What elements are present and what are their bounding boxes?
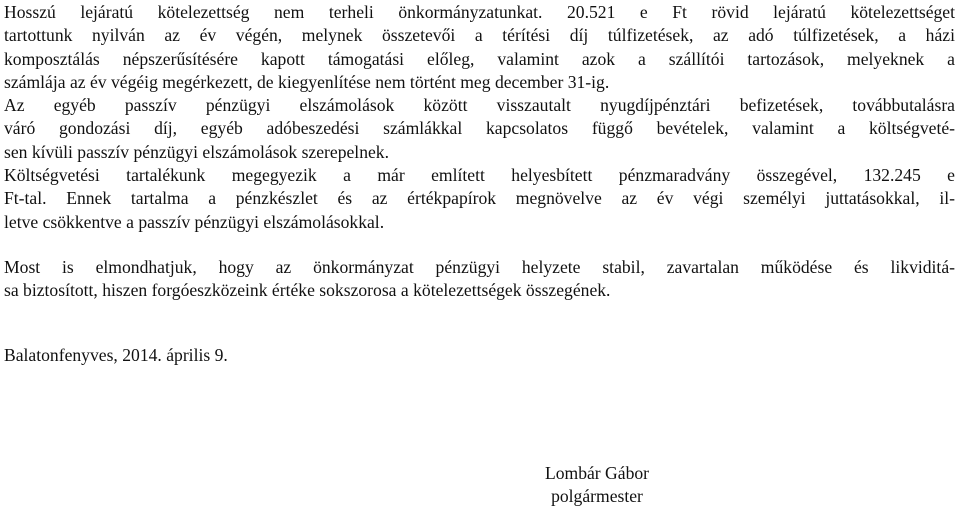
paragraph-line: Az egyéb passzív pénzügyi elszámolások között visszautalt nyugdíjpénztári befizetések, továbbutalásra [4,95,955,116]
paragraph-line: Most is elmondhatjuk, hogy az önkormányzat pénzügyi helyzete stabil, zavartalan működése és likviditá- [4,256,955,277]
document-body [4,1,955,367]
paragraph-line: Költségvetési tartalékunk megegyezik a már említett helyesbített pénzmaradvány összegével, 132.245 e [4,165,955,186]
paragraph-passive-settlements [4,94,955,164]
paragraph-line: letve csökkentve a passzív pénzügyi elszámolásokkal. [4,211,385,232]
paragraph-liabilities [4,1,955,94]
signatory-name: Lombár Gábor [544,463,650,483]
place-date: Balatonfenyves, 2014. április 9. [4,344,228,365]
paragraph-line: számlája az év végéig megérkezett, de kiegyenlítése nem történt meg december 31-ig. [4,71,610,92]
paragraph-financial-situation [4,256,955,303]
paragraph-budget-reserve [4,164,955,234]
paragraph-line: Ft-tal. Ennek tartalma a pénzkészlet és az értékpapírok megnövelve az év végi személyi juttatásokkal, il- [4,188,955,209]
paragraph-line: váró gondozási díj, egyéb adóbeszedési számlákkal kapcsolatos függő bevételek, valamint a költségveté- [4,118,955,139]
spacer [4,234,955,256]
signatory-title: polgármester [551,486,643,507]
paragraph-line: sa biztosított, hiszen forgóeszközeink értéke sokszorosa a kötelezettségek összegének. [4,280,611,301]
spacer [4,303,955,344]
paragraph-line: sen kívüli passzív pénzügyi elszámolások szerepelnek. [4,141,389,162]
paragraph-line: Hosszú lejáratú kötelezettség nem terheli önkormányzatunkat. 20.521 e Ft rövid lejáratú kötelezettséget [4,2,955,22]
paragraph-line: komposztálás népszerűsítésére kapott támogatási előleg, valamint azok a szállítói tartozások, melyeknek a [4,48,955,69]
signature-block [500,462,694,509]
paragraph-line: tartottunk nyilván az év végén, melynek összetevői a térítési díj túlfizetések, az adó túlfizetések, a házi [4,25,955,46]
